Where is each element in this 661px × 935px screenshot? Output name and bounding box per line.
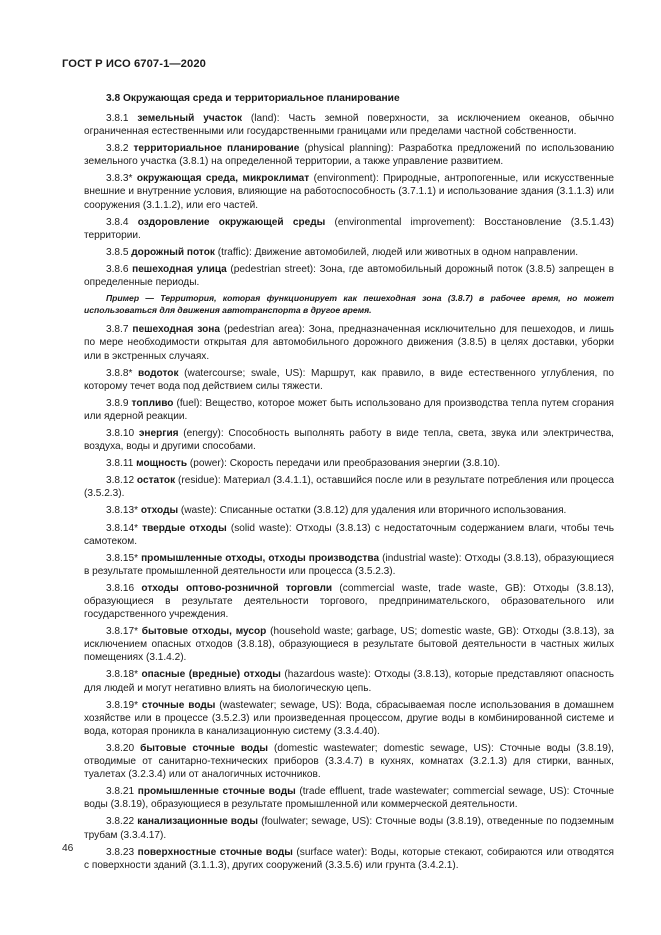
document-body	[84, 112, 614, 876]
entry-3-8-1: 3.8.1 земельный участок (land): Часть земной поверхности, за исключением океанов, обычно ограниченная естественными или государственными границами или пределами частной собственности.	[84, 113, 614, 138]
entry-3-8-18: 3.8.18* опасные (вредные) отходы (hazardous waste): Отходы (3.8.13), которые представляют опасность для людей и могут негативно влиять на биологическую цепь.	[84, 669, 614, 694]
entry-3-8-12: 3.8.12 остаток (residue): Материал (3.4.1.1), оставшийся после или в результате потребления или процесса (3.5.2.3).	[84, 475, 614, 500]
entry-3-8-2: 3.8.2 территориальное планирование (physical planning): Разработка предложений по использованию земельного участка (3.8.1) на определенной территории, а также управление развитием.	[84, 143, 615, 168]
entry-3-8-5: 3.8.5 дорожный поток (traffic): Движение автомобилей, людей или животных в одном направлении.	[106, 246, 579, 258]
entry-3-8-11: 3.8.11 мощность (power): Скорость передачи или преобразования энергии (3.8.10).	[106, 458, 501, 470]
entry-3-8-17: 3.8.17* бытовые отходы, мусор (household waste; garbage, US; domestic waste, GB): Отходы (3.8.13), за исключением опасных отходов (3.8.18), образующиеся в результате бытовой деятельности в частных жилых помещениях (3.1.4.2).	[84, 626, 614, 664]
entry-3-8-9: 3.8.9 топливо (fuel): Вещество, которое может быть использовано для производства тепла путем сгорания или ядерной реакции.	[84, 397, 615, 422]
entry-3-8-22: 3.8.22 канализационные воды (foulwater; sewage, US): Сточные воды (3.8.19), отведенные по подземным трубам (3.3.4.17).	[84, 816, 615, 841]
entry-3-8-13: 3.8.13* отходы (waste): Списанные остатки (3.8.12) для удаления или вторичного использования.	[106, 505, 567, 517]
page-number: 46	[62, 843, 74, 854]
entry-3-8-16: 3.8.16 отходы оптово-розничной торговли (commercial waste, trade waste, GB): Отходы (3.8.13), образующиеся в результате деятельности торгового, предпринимательского, образовательного или государственного учреждения.	[84, 582, 614, 621]
entry-3-8-21: 3.8.21 промышленные сточные воды (trade effluent, trade wastewater; commercial sewage, US): Сточные воды (3.8.19), образующиеся в результате промышленной или коммерческой деятельности.	[84, 786, 615, 811]
entry-3-8-4: 3.8.4 оздоровление окружающей среды (environmental improvement): Восстановление (3.5.1.43) территории.	[84, 216, 614, 241]
entry-3-8-20: 3.8.20 бытовые сточные воды (domestic wastewater; domestic sewage, US): Сточные воды (3.8.19), отводимые от санитарно-технических приборов (3.3.4.7) в кухнях, комнатах (3.2.1.3) для стирки, ванных, туалетах (3.2.3.4) или от аналогичных источников.	[84, 742, 614, 781]
entry-3-8-14: 3.8.14* твердые отходы (solid waste): Отходы (3.8.13) с недостаточным содержанием влаги, чтобы течь самотеком.	[84, 522, 614, 547]
entry-3-8-10: 3.8.10 энергия (energy): Способность выполнять работу в виде тепла, света, звука или электричества, воздуха, воды и другими способами.	[84, 427, 614, 453]
example-note: Пример — Территория, которая функционирует как пешеходная зона (3.8.7) в рабочее время, но может использоваться для движения автотранспорта в другое время.	[84, 293, 614, 315]
entry-3-8-3: 3.8.3* окружающая среда, микроклимат (environment): Природные, антропогенные, или искусственные внешние и внутренние условия, влияющие на работоспособность (3.7.1.1) и использование здания (3.1.1.3) или сооружения (3.1.1.2), или его частей.	[84, 173, 614, 211]
entry-3-8-6: 3.8.6 пешеходная улица (pedestrian street): Зона, где автомобильный дорожный поток (3.8.5) запрещен в определенные периоды.	[84, 263, 614, 289]
entry-3-8-7: 3.8.7 пешеходная зона (pedestrian area): Зона, предназначенная исключительно для пешеходов, и лишь по мере необходимости открытая для автомобильного дорожного движения (3.8.5) в целях доставки, уборки или в экстренных случаях.	[84, 324, 614, 362]
entry-3-8-8: 3.8.8* водоток (watercourse; swale, US): Маршрут, как правило, в виде естественного углубления, по которому течет вода под действием силы тяжести.	[84, 367, 615, 392]
entry-3-8-19: 3.8.19* сточные воды (wastewater; sewage, US): Вода, сбрасываемая после использования в домашнем хозяйстве или в процессе (3.5.2.3) или произведенная процессом, другие воды в комбинированной системе и вода, которая проникла в канализационную систему (3.3.4.40).	[84, 699, 614, 737]
entry-3-8-23: 3.8.23 поверхностные сточные воды (surface water): Воды, которые стекают, собираются или отводятся с поверхности зданий (3.1.1.3), других сооружений (3.3.5.6) или грунта (3.4.2.1).	[84, 846, 614, 871]
document-header: ГОСТ Р ИСО 6707-1—2020	[62, 58, 206, 70]
entry-3-8-15: 3.8.15* промышленные отходы, отходы производства (industrial waste): Отходы (3.8.13), образующиеся в результате промышленной деятельности или процесса (3.5.2.3).	[84, 552, 614, 577]
section-title: 3.8 Окружающая среда и территориальное планирование	[106, 93, 400, 104]
